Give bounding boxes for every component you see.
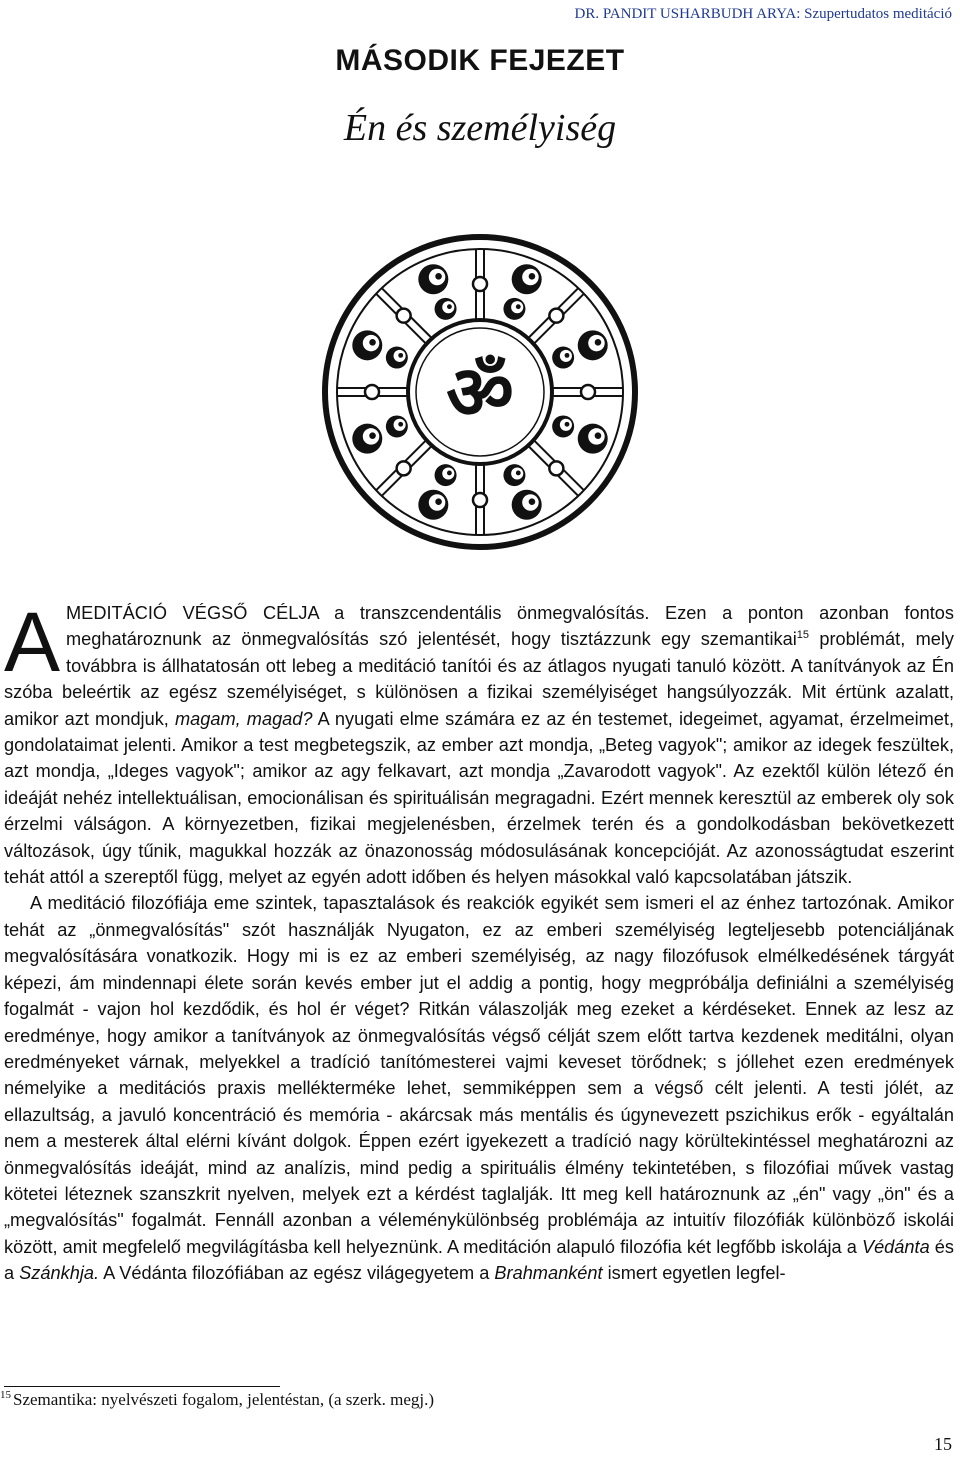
paragraph-2-part-b: és a — [4, 1236, 955, 1284]
footnote-reference[interactable]: 15 — [796, 629, 809, 642]
paragraph-2-part-a: A meditáció filozófiája eme szintek, tapasztalások és reakciók egyikét sem ismeri el az énhez tartozónak. Amikor tehát az „önmegvalósítás" szót használják Nyugaton, ez az emberi személyiség legteljesebb potenciáljának megvalósítására vonatkozik. Hogy mi is ez az emberi személyiség, az nagy filozófusok elmélkedésének tárgyát képezi, ám mindennapi élete során kevés ember jut el addig a pontig, hogy megpróbálja definiálni a személyiség fogalmát - vajon hol kezdődik, és hol ér véget? Ritkán válaszolják meg ezeket a kérdéseket. Ennek az lesz az eredménye, hogy amikor a tanítványok az önmegvalósítás végső célját szem előtt tartva kezdenek meditálni, olyan eredményeket várnak, melyekkel a tradíció tanítómesterei vajmi keveset törődnek; s jóllehet ezen eredmények némelyike a meditációs praxis melléktermékе lehet, semmiképpen sem a végső célt jelenti. A testi jólét, az ellazultság, a javuló koncentráció és memória - akárcsak más mentális és úgynevezett pszichikus erők - egyáltalán nem a mesterek által elérni kívánt dolgok. Éppen ezért igyekezett a tradíció nagy körültekintéssel meghatározni az önmegvalósítás ideáját, mind az analízis, mind pedig a spirituális élmény tekintetében, s filozófiai művek vastag kötetei léteznek szanszkrit nyelven, melyek ezt a kérdést taglalják. Itt meg kell határoznunk az „én" vagy „ön" és a „megvalósítás" fogalmát. Fennáll azonban a véleménykülönbség problémája az intuitív filozófiák különböző iskolái között, amit megfelelő megvilágításba kell helyeznünk. A meditáción alapuló filozófia két legfőbb iskolája a — [4, 893, 954, 1257]
running-header: DR. PANDIT USHARBUDH ARYA: Szupertudatos meditáció — [574, 6, 952, 22]
paragraph-2 — [4, 890, 954, 1286]
sankhya-term: Szánkhja. — [19, 1263, 100, 1284]
mandala-swirl — [503, 464, 525, 486]
mandala-swirl — [512, 264, 542, 294]
body-text — [4, 595, 955, 1287]
footnote-text: Szemantika: nyelvészeti fogalom, jelentéstan, (a szerk. megj.) — [13, 1390, 435, 1409]
mandala-bead — [365, 385, 379, 399]
mandala-bead — [549, 309, 563, 323]
paragraph-1-part-a: MEDITÁCIÓ VÉGSŐ CÉLJA a transzcendentális önmegvalósítás. Ezen a ponton azonban fontos meghatároznunk az önmegvalósítás szó jelentését, hogy tisztázzunk egy szemantikai — [66, 603, 954, 650]
mandala-swirl — [386, 415, 408, 437]
brahman-term: Brahmanként — [494, 1263, 603, 1284]
mandala-swirl — [503, 298, 525, 320]
mandala-bead — [581, 385, 595, 399]
mandala-swirl — [352, 424, 382, 454]
paragraph-2-part-c: A Védánta filozófiában az egész világegyetem a — [99, 1263, 495, 1284]
mandala-swirl — [435, 298, 457, 320]
mandala-swirl — [512, 490, 542, 520]
paragraph-1 — [4, 595, 954, 890]
footnote-number: 15 — [0, 1389, 11, 1402]
mandala-bead — [473, 277, 487, 291]
vedanta-term: Védánta — [861, 1236, 930, 1257]
footnote — [0, 1390, 434, 1410]
paragraph-1-italic: magam, magad? — [174, 708, 313, 729]
mandala-bead — [473, 493, 487, 507]
mandala-swirl — [435, 464, 457, 486]
page-number: 15 — [934, 1434, 952, 1454]
mandala-bead — [549, 461, 563, 475]
om-glyph: ॐ — [446, 350, 514, 436]
mandala-swirl — [578, 424, 608, 454]
mandala-swirl — [418, 490, 448, 520]
mandala-swirl — [578, 330, 608, 360]
drop-cap: A — [4, 595, 61, 689]
paragraph-1-part-b: problémát, mely továbbra is állhatatosán ott lebeg a meditáció tanítói és az átlagos nyugati tanuló között. A tanítványok az Én szóba beleértik az egész személyiséget, s különösen a fizikai személyiséget hangsúlyozzák. Mit értünk azalatt, amikor azt mondjuk, — [4, 629, 954, 729]
chapter-title: Én és személyiség — [343, 107, 617, 149]
footnote-divider — [4, 1386, 280, 1387]
paragraph-1-part-c: A nyugati elme számára ez az én testemet, idegeimet, agyamat, érzelmeimet, gondolataimat jelenti. Amikor a test megbetegszik, az ember azt mondja, „Beteg vagyok"; amikor az idegek feszültek, azt mondja, „Ideges vagyok"; amikor az agy felkavart, azt mondja „Zavarodott vagyok". Az ezektől külön létező én ideáját nehéz intellektuálisan, emocionálisan és spirituálisán megragadni. Ezért mennek keresztül az emberek oly sok érzelmi válságon. A környezetben, fizikai megjelenésben, érzelmek terén és a gondolkodásban bekövetkezett változások, úgy tűnik, magukkal hozzák az önazonosság módosulásának koncepcióját. Az azonosságtudat eszerint tehát attól a szereptől függ, melyet az egyén adott időben és helyen másokkal való kapcsolatában játszik. — [4, 708, 954, 888]
mandala-swirl — [352, 330, 382, 360]
mandala-bead — [397, 309, 411, 323]
mandala-swirl — [418, 264, 448, 294]
mandala-swirl — [552, 347, 574, 369]
om-mandala-icon — [320, 232, 640, 552]
paragraph-2-part-d: ismert egyetlen legfel- — [602, 1263, 786, 1284]
mandala-swirl — [386, 347, 408, 369]
mandala-swirl — [552, 415, 574, 437]
chapter-heading: MÁSODIK FEJEZET — [335, 44, 625, 77]
mandala-bead — [397, 461, 411, 475]
